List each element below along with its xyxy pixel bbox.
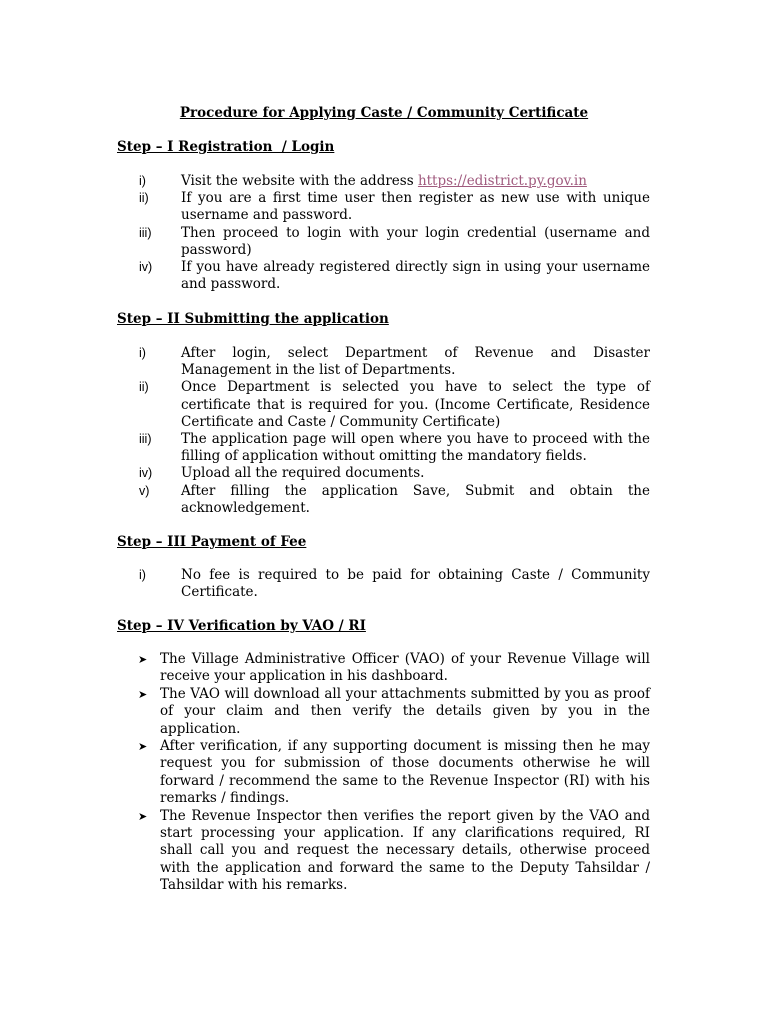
item-number: i): [139, 174, 146, 188]
step-3-heading: Step – III Payment of Fee: [117, 534, 307, 550]
list-item: [0, 190, 768, 224]
item-number: iv): [139, 260, 153, 275]
item-text: The Village Administrative Officer (VAO) of your Revenue Village will receive your application in his dashboard.: [160, 651, 650, 685]
item-text: No fee is required to be paid for obtaining Caste / Community Certificate.: [181, 567, 650, 601]
list-item: [0, 808, 768, 895]
item-text: If you are a first time user then register as new use with unique username and password.: [181, 190, 650, 224]
arrow-bullet-icon: ➤: [138, 740, 148, 754]
item-number: i): [139, 346, 146, 360]
item-number: iii): [139, 225, 152, 240]
list-item: [0, 379, 768, 431]
item-text: The Revenue Inspector then verifies the report given by the VAO and start processing your application. If any clarifications required, RI shall call you and request the necessary details, otherwise proceed with the application and forward the same to the Deputy Tahsildar / Tahsildar with his remarks.: [160, 807, 650, 894]
list-item: [0, 483, 768, 517]
item-text: The application page will open where you have to proceed with the filling of application without omitting the mandatory fields.: [181, 431, 650, 465]
item-text: After verification, if any supporting document is missing then he may request you for submission of those documents otherwise he will forward / recommend the same to the Revenue Inspector (RI) with his remarks / findings.: [160, 738, 650, 807]
item-text-lead: Visit the website with the address: [181, 173, 418, 189]
item-text: After login, select Department of Revenue and Disaster Management in the list of Departments.: [181, 345, 650, 379]
item-number: iv): [139, 466, 153, 481]
item-text: After filling the application Save, Submit and obtain the acknowledgement.: [181, 482, 650, 516]
item-number: ii): [139, 191, 149, 206]
step-1-heading: Step – I Registration / Login: [117, 139, 335, 155]
item-text: Once Department is selected you have to select the type of certificate that is required for you. (Income Certificate, Residence Certificate and Caste / Community Certificate): [181, 379, 650, 430]
list-item: [0, 686, 768, 738]
item-number: ii): [139, 380, 149, 395]
step-1-list: [0, 173, 768, 293]
list-item: [0, 173, 768, 190]
item-number: iii): [139, 432, 152, 447]
step-4-list: [0, 651, 768, 895]
arrow-bullet-icon: ➤: [138, 809, 148, 823]
item-text: The VAO will download all your attachments submitted by you as proof of your claim and then verify the details given by you in the application.: [160, 685, 650, 737]
page-title: Procedure for Applying Caste / Community Certificate: [179, 105, 589, 121]
website-link[interactable]: https://edistrict.py.gov.in: [417, 173, 587, 189]
item-number: i): [139, 568, 146, 582]
item-text: [181, 173, 650, 190]
list-item: [0, 431, 768, 465]
step-4-heading: Step – IV Verification by VAO / RI: [117, 618, 366, 634]
step-2-heading: Step – II Submitting the application: [117, 311, 389, 327]
item-text: Then proceed to login with your login credential (username and password): [181, 224, 650, 258]
list-item: [0, 225, 768, 259]
list-item: [0, 567, 768, 601]
item-text: Upload all the required documents.: [181, 465, 425, 482]
arrow-bullet-icon: ➤: [138, 687, 148, 701]
step-3-list: [0, 567, 768, 601]
list-item: [0, 345, 768, 379]
arrow-bullet-icon: ➤: [138, 653, 148, 666]
item-number: v): [139, 483, 150, 498]
list-item: [0, 738, 768, 808]
item-text: If you have already registered directly sign in using your username and password.: [181, 259, 650, 293]
step-2-list: [0, 345, 768, 517]
list-item: [0, 465, 768, 482]
list-item: [0, 651, 768, 686]
list-item: [0, 259, 768, 293]
